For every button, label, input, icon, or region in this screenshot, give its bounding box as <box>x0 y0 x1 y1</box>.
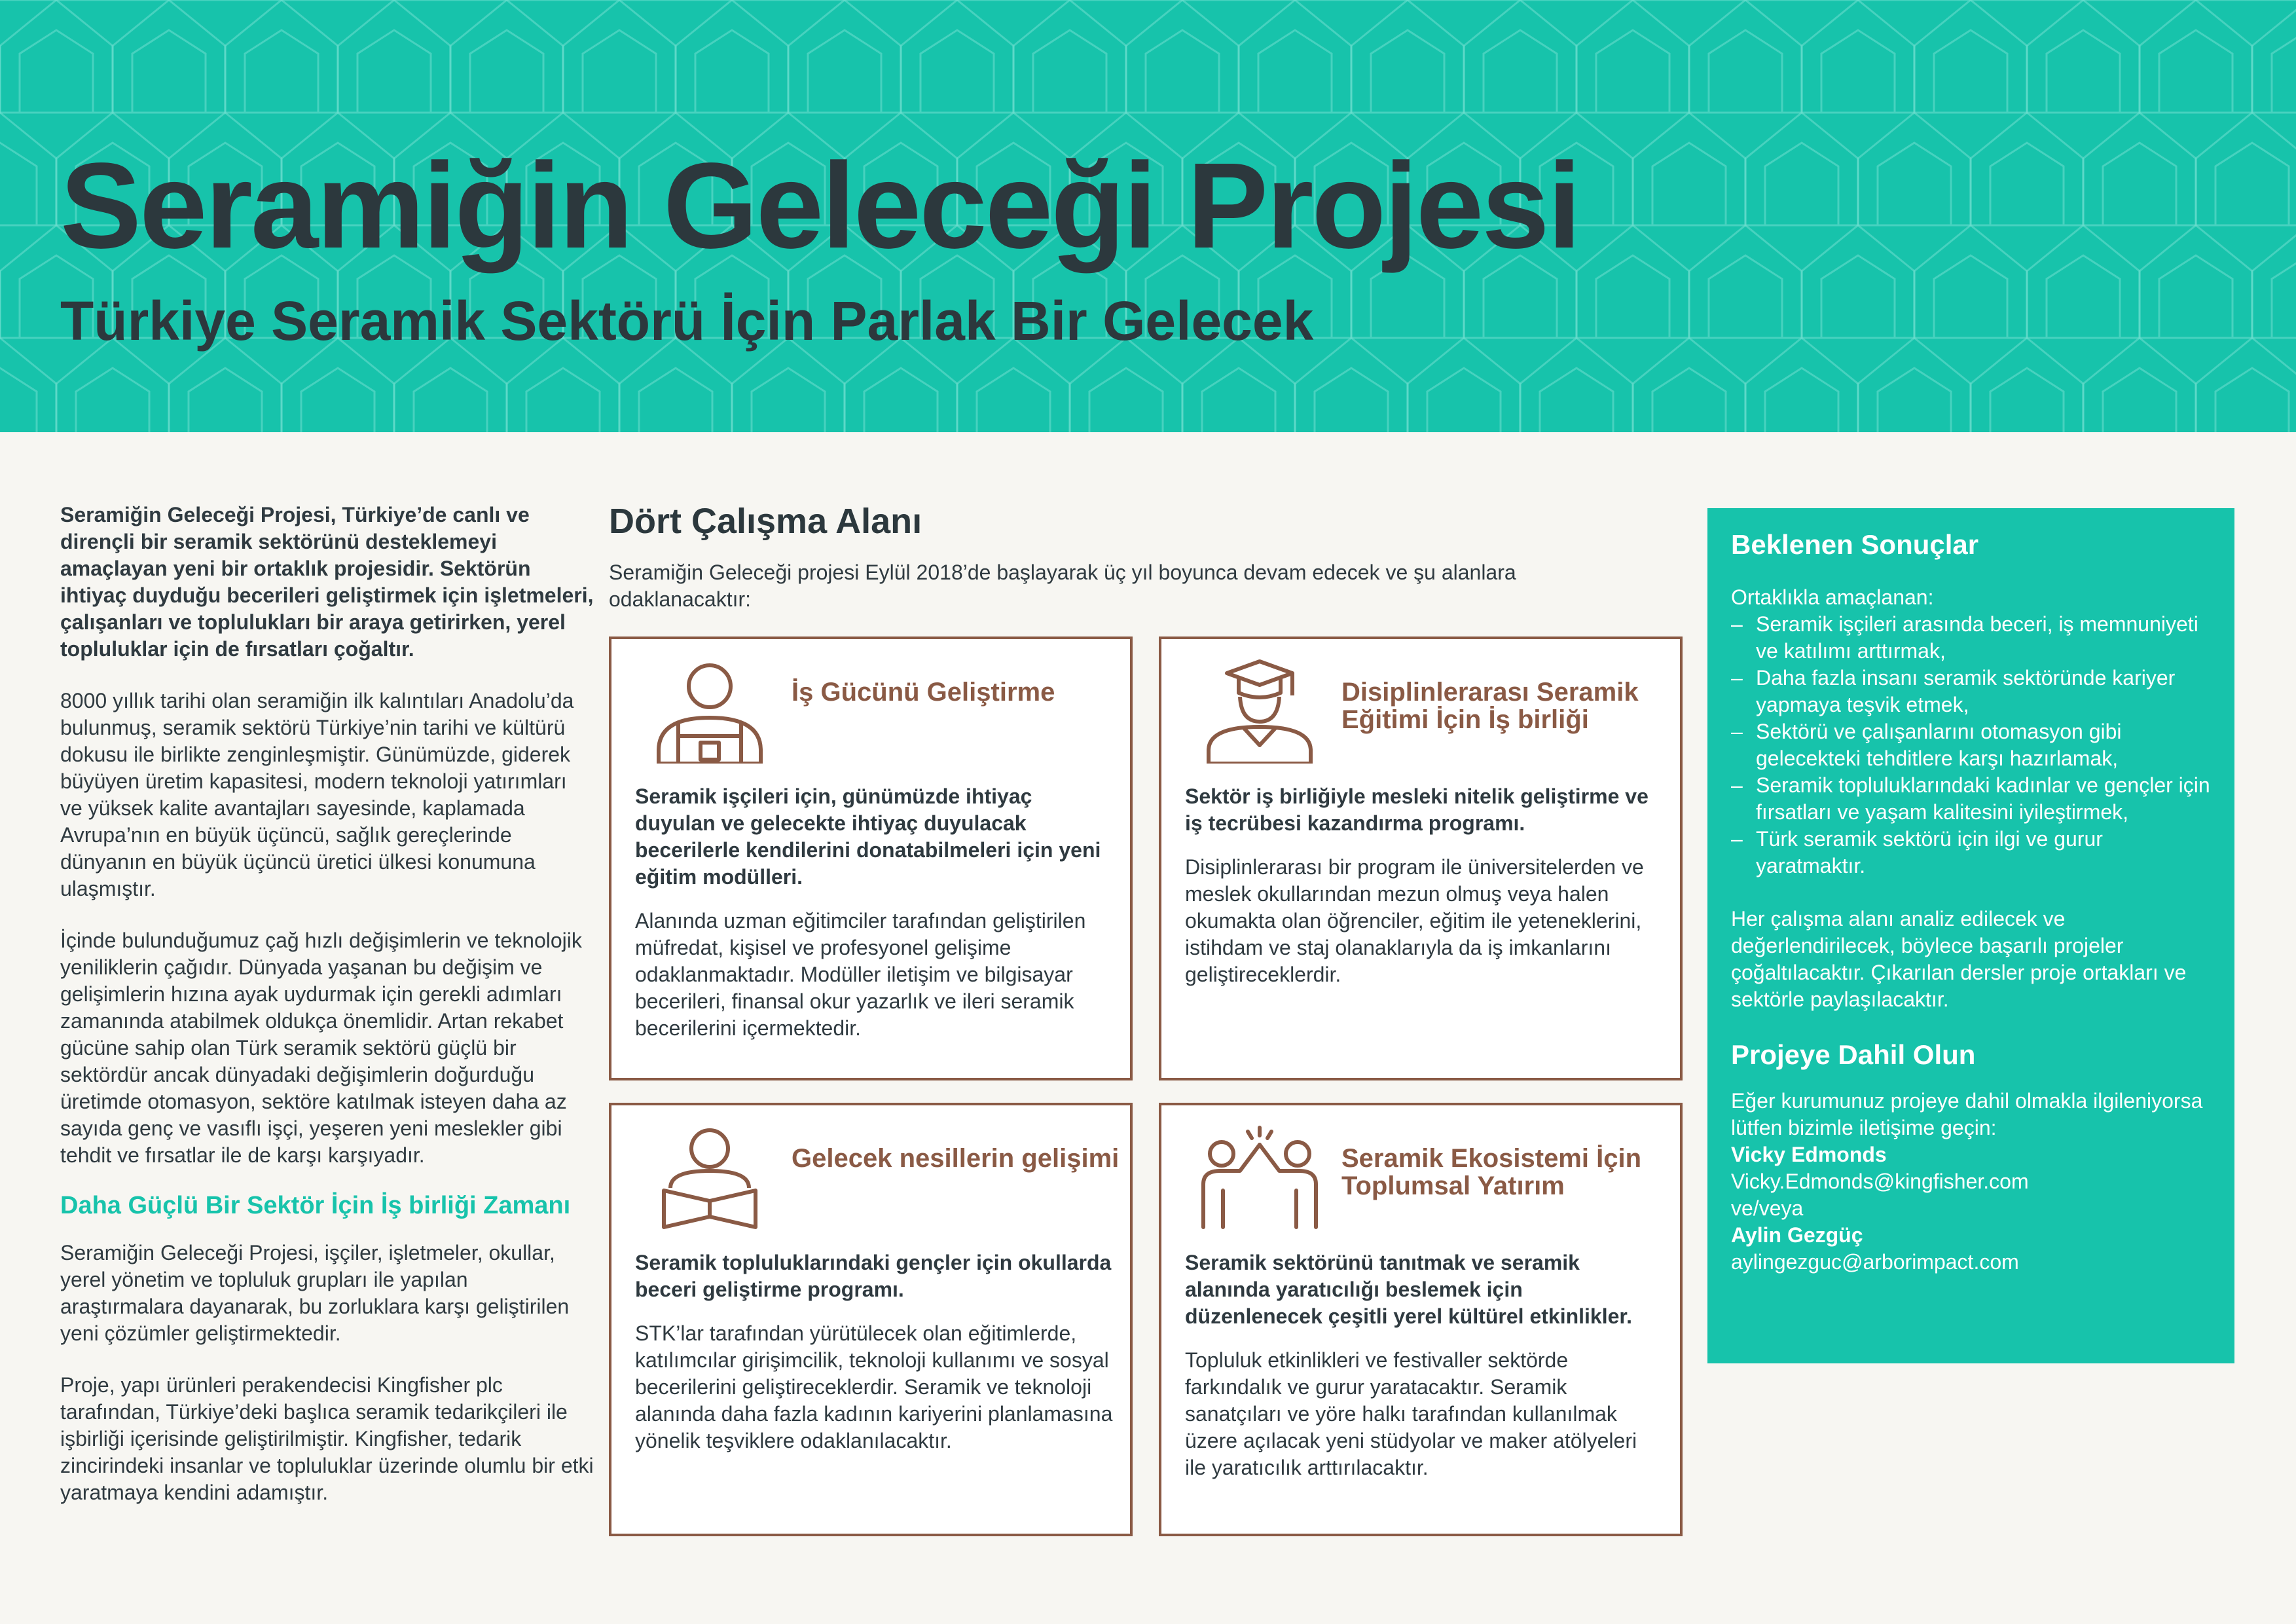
expected-results-heading: Beklenen Sonuçlar <box>1731 529 1979 560</box>
get-involved-heading: Projeye Dahil Olun <box>1731 1039 1976 1070</box>
contact-email-link[interactable]: aylingezguc@arborimpact.com <box>1731 1250 2019 1274</box>
card-body <box>635 1249 1113 1471</box>
page-subtitle: Türkiye Seramik Sektörü İçin Parlak Bir Gelecek <box>60 290 1314 352</box>
header-banner <box>0 0 2296 432</box>
intro-lead: Seramiğin Geleceği Projesi, Türkiye’de canlı ve dirençli bir seramik sektörünü desteklemeyi amaçlayan yeni bir ortaklık projesidir. Sektörün ihtiyaç duyduğu becerileri geliştirmek için işletmeleri, çalışanları ve toplulukları bir araya getirirken, yerel topluluklar için de fırsatları çoğaltır. <box>60 503 594 661</box>
work-area-card-next-generation <box>609 1103 1133 1536</box>
card-title: İş Gücünü Geliştirme <box>792 678 1055 707</box>
high-five-icon <box>1194 1125 1325 1230</box>
card-title: Disiplinlerarası Seramik Eğitimi İçin İş birliği <box>1341 678 1639 734</box>
card-lead: Sektör iş birliğiyle mesleki nitelik geliştirme ve iş tecrübesi kazandırma programı. <box>1185 784 1649 835</box>
reader-icon <box>644 1125 775 1230</box>
expected-results-intro: Ortaklıkla amaçlanan: <box>1731 585 1934 609</box>
card-lead: Seramik işçileri için, günümüzde ihtiyaç duyulan ve gelecekte ihtiyaç duyulacak becerilerle kendilerini donatabilmeleri için yeni eğitim modülleri. <box>635 784 1101 889</box>
get-involved-text: Eğer kurumunuz projeye dahil olmakla ilgileniyorsa lütfen bizimle iletişime geçin: <box>1731 1089 2203 1139</box>
card-text: Disiplinlerarası bir program ile üniversitelerden ve meslek okullarından mezun olmuş veya halen okumakta olan öğrenciler, eğitim ile yeteneklerini, istihdam ve staj olanaklarıyla da iş imkanlarını geliştireceklerdir. <box>1185 855 1644 986</box>
work-areas-intro: Seramiğin Geleceği projesi Eylül 2018’de başlayarak üç yıl boyunca devam edecek ve şu alanlara odaklanacaktır: <box>609 561 1516 611</box>
change-paragraph: İçinde bulunduğumuz çağ hızlı değişimlerin ve teknolojik yeniliklerin çağıdır. Dünyada yaşanan bu değişim ve gelişimlerin hızına ayak uydurmak için gerekli adımları zamanında atabilmek oldukça önemlidir. Artan rekabet gücüne sahip olan Türk seramik sektörü güçlü bir sektördür ancak dünyadaki değişimlerin doğurduğu üretimde otomasyon, sektöre katılmak isteyen daha az sayıda genç ve vasıflı işçi, yeşeren yeni meslekler gibi tehdit ve fırsatlar ile de karşı karşıyadır. <box>60 929 582 1167</box>
worker-icon <box>644 659 775 764</box>
evaluation-paragraph: Her çalışma alanı analiz edilecek ve değerlendirilecek, böylece başarılı projeler çoğaltılacaktır. Çıkarılan dersler proje ortakları ve sektörle paylaşılacaktır. <box>1731 907 2187 1011</box>
list-item: – Sektörü ve çalışanlarını otomasyon gibi gelecekteki tehditlere karşı hazırlamak, <box>1731 718 2211 772</box>
work-areas-section <box>609 496 1689 613</box>
card-lead: Seramik topluluklarındaki gençler için okullarda beceri geliştirme programı. <box>635 1251 1112 1301</box>
work-area-card-workforce <box>609 637 1133 1080</box>
graduate-icon <box>1194 659 1325 764</box>
contact-name: Aylin Gezgüç <box>1731 1223 1863 1247</box>
kingfisher-paragraph: Proje, yapı ürünleri perakendecisi Kingfisher plc tarafından, Türkiye’deki başlıca seramik tedarikçileri ile işbirliği içerisinde geliştirilmiştir. Kingfisher, tedarik zincirindeki insanlar ve topluluklar üzerinde olumlu bir etki yaratmaya kendini adamıştır. <box>60 1373 594 1504</box>
contact-name: Vicky Edmonds <box>1731 1143 1887 1166</box>
work-area-card-education <box>1159 637 1683 1080</box>
solutions-paragraph: Seramiğin Geleceği Projesi, işçiler, işletmeler, okullar, yerel yönetim ve topluluk grupları ile yapılan araştırmalara dayanarak, bu zorluklara karşı geliştirilen yeni çözümler geliştirmektedir. <box>60 1241 570 1345</box>
work-areas-heading: Dört Çalışma Alanı <box>609 502 922 541</box>
card-lead: Seramik sektörünü tanıtmak ve seramik alanında yaratıcılığı beslemek için düzenlenecek çeşitli yerel kültürel etkinlikler. <box>1185 1251 1632 1328</box>
card-text: STK’lar tarafından yürütülecek olan eğitimlerde, katılımcılar girişimcilik, teknoloji kullanımı ve sosyal becerilerini geliştireceklerdir. Seramik ve teknoloji alanında daha fazla kadının kariyerini planlamasına yönelik teşviklere odaklanılacaktır. <box>635 1321 1113 1452</box>
card-body <box>635 783 1113 1059</box>
or-text: ve/veya <box>1731 1196 1804 1220</box>
list-item: – Türk seramik sektörü için ilgi ve gurur yaratmaktır. <box>1731 826 2211 879</box>
card-text: Alanında uzman eğitimciler tarafından geliştirilen müfredat, kişisel ve profesyonel gelişime odaklanmaktadır. Modüller iletişim ve bilgisayar becerileri, finansal okur yazarlık ve ileri seramik becerilerini içermektedir. <box>635 909 1086 1040</box>
card-body <box>1185 1249 1663 1498</box>
card-title: Gelecek nesillerin gelişimi <box>792 1144 1120 1173</box>
expected-results-list <box>1731 611 2211 879</box>
contact-email-link[interactable]: Vicky.Edmonds@kingfisher.com <box>1731 1170 2029 1193</box>
list-item: – Daha fazla insanı seramik sektöründe kariyer yapmaya teşvik etmek, <box>1731 665 2211 718</box>
collaboration-heading: Daha Güçlü Bir Sektör İçin İş birliği Zamanı <box>60 1192 571 1219</box>
history-paragraph: 8000 yıllık tarihi olan seramiğin ilk kalıntıları Anadolu’da bulunmuş, seramik sektörü Türkiye’nin tarihi ve kültürü dokusu ile birlikte zenginleşmiştir. Günümüzde, giderek büyüyen üretim kapasitesi, modern teknoloji yatırımları ve yüksek kalite avantajları sayesinde, kaplamada Avrupa’nın en büyük üçüncü, sağlık gereçlerinde dünyanın en büyük üçüncü üretici ülkesi konumuna ulaşmıştır. <box>60 689 574 900</box>
page-title: Seramiğin Geleceği Projesi <box>60 138 1580 274</box>
expected-results-panel <box>1707 508 2234 1363</box>
list-item: – Seramik işçileri arasında beceri, iş memnuniyeti ve katılımı arttırmak, <box>1731 611 2211 665</box>
work-area-card-social-investment <box>1159 1103 1683 1536</box>
card-body <box>1185 783 1663 1005</box>
card-text: Topluluk etkinlikleri ve festivaller sektörde farkındalık ve gurur yaratacaktır. Seramik sanatçıları ve yöre halkı tarafından kullanılmak üzere açılacak yeni stüdyolar ve maker atölyeleri ile yaratıcılık arttırılacaktır. <box>1185 1348 1637 1479</box>
list-item: – Seramik topluluklarındaki kadınlar ve gençler için fırsatları ve yaşam kalitesini iyileştirmek, <box>1731 772 2211 826</box>
card-title: Seramik Ekosistemi İçin Toplumsal Yatırım <box>1341 1144 1642 1200</box>
intro-column <box>60 502 594 1531</box>
